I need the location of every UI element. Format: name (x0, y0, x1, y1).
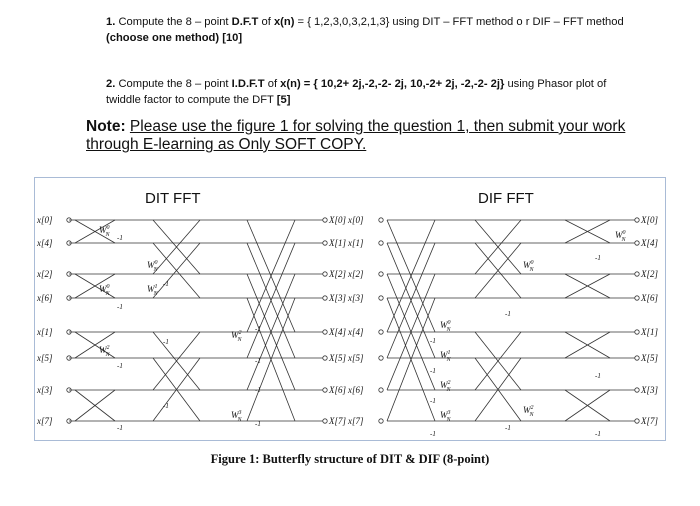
minus-one-label: -1 (255, 386, 261, 394)
dif-twiddle-factor: $W^0$ N (615, 230, 626, 243)
dit-output-label: X[1] (329, 238, 347, 248)
minus-one-label: -1 (255, 357, 261, 365)
dif-twiddle-factor: $W^2$ N (440, 380, 451, 393)
dit-input-label: x[5] (37, 353, 53, 363)
dit-output-node (323, 241, 327, 245)
figure-caption: Figure 1: Butterfly structure of DIT & DIF (8-point) (210, 452, 490, 466)
dif-output-label: X[1] (641, 327, 659, 337)
dif-input-node (379, 330, 383, 334)
dit-input-label: x[4] (37, 238, 53, 248)
dit-output-node (323, 419, 327, 423)
butterfly-diagram (35, 178, 665, 440)
dif-input-label: x[6] (348, 385, 364, 395)
q1-number: 1. (106, 16, 116, 28)
q1-xn: x(n) (273, 16, 295, 28)
q2-text-c: using Phasor plot of twiddle factor to compute the DFT (106, 78, 607, 106)
dif-twiddle-factor: $W^1$ N (440, 350, 451, 363)
dif-output-label: X[6] (641, 293, 659, 303)
minus-one-label: -1 (255, 325, 261, 333)
dif-title: DIF FFT (478, 190, 534, 207)
minus-one-label: -1 (117, 234, 123, 242)
dit-output-node (323, 218, 327, 222)
minus-one-label: -1 (255, 420, 261, 428)
dit-output-node (323, 296, 327, 300)
dit-input-label: x[2] (37, 269, 53, 279)
dit-twiddle-factor: $W^1$ N (147, 284, 158, 297)
note-label: Note: (86, 118, 126, 135)
dit-output-label: X[0] (329, 215, 347, 225)
dit-output-label: X[2] (329, 269, 347, 279)
dit-output-label: X[4] (329, 327, 347, 337)
dif-twiddle-factor: $W^2$ N (523, 405, 534, 418)
dit-output-label: X[3] (329, 293, 347, 303)
q2-sequence: = { 10,2+ 2j,-2,-2- 2j, 10,-2+ 2j, -2,-2- 2j} (300, 78, 505, 90)
dit-output-node (323, 272, 327, 276)
dif-twiddle-factor: $W^0$ N (440, 320, 451, 333)
note-text: Please use the figure 1 for solving the question 1, then submit your work through E-learning as Only SOFT COPY. (86, 118, 626, 153)
minus-one-label: -1 (163, 402, 169, 410)
dif-input-node (379, 296, 383, 300)
dit-output-label: X[6] (329, 385, 347, 395)
dit-output-node (323, 388, 327, 392)
minus-one-label: -1 (505, 424, 511, 432)
minus-one-label: -1 (163, 280, 169, 288)
dif-output-label: X[2] (641, 269, 659, 279)
q1-text-b: of (258, 16, 274, 28)
dif-input-label: x[5] (348, 353, 364, 363)
dif-output-node (635, 296, 639, 300)
q1-sequence: = { 1,2,3,0,3,2,1,3} (294, 16, 390, 28)
dif-input-node (379, 272, 383, 276)
q2-number: 2. (106, 78, 116, 90)
note (86, 118, 626, 154)
dif-input-label: x[7] (348, 416, 364, 426)
minus-one-label: -1 (117, 303, 123, 311)
dit-output-label: X[5] (329, 353, 347, 363)
minus-one-label: -1 (595, 430, 601, 438)
dif-output-label: X[5] (641, 353, 659, 363)
dit-twiddle-factor: $W^2$ N (99, 345, 110, 358)
dit-twiddle-factor: $W^0$ N (99, 284, 110, 297)
dif-output-label: X[7] (641, 416, 659, 426)
dif-output-node (635, 388, 639, 392)
dit-input-label: x[3] (37, 385, 53, 395)
dit-input-label: x[7] (37, 416, 53, 426)
q1-choose: (choose one method) [10] (106, 32, 243, 44)
minus-one-label: -1 (117, 362, 123, 370)
minus-one-label: -1 (163, 338, 169, 346)
dif-output-label: X[0] (641, 215, 659, 225)
dif-output-node (635, 241, 639, 245)
dif-twiddle-factor: $W^3$ N (440, 410, 451, 423)
minus-one-label: -1 (117, 424, 123, 432)
q1-text-c: using DIT – FFT method o r DIF – FFT method (389, 16, 624, 28)
dit-twiddle-factor: $W^2$ N (231, 330, 242, 343)
q2-text-b: of (264, 78, 281, 90)
minus-one-label: -1 (505, 310, 511, 318)
dif-twiddle-factor: $W^0$ N (523, 260, 534, 273)
dif-output-label: X[4] (641, 238, 659, 248)
dif-input-label: x[3] (348, 293, 364, 303)
dit-input-label: x[1] (37, 327, 53, 337)
dif-output-node (635, 272, 639, 276)
dif-output-node (635, 330, 639, 334)
dif-input-node (379, 356, 383, 360)
q2-idft: I.D.F.T (231, 78, 265, 90)
question-1 (106, 14, 646, 46)
dit-output-label: X[7] (329, 416, 347, 426)
minus-one-label: -1 (430, 337, 436, 345)
dit-title: DIT FFT (145, 190, 201, 207)
minus-one-label: -1 (595, 372, 601, 380)
dif-output-label: X[3] (641, 385, 659, 395)
question-2 (106, 76, 626, 108)
dit-output-node (323, 330, 327, 334)
dif-input-node (379, 388, 383, 392)
dif-input-node (379, 241, 383, 245)
dif-input-node (379, 419, 383, 423)
dif-output-node (635, 356, 639, 360)
minus-one-label: -1 (595, 254, 601, 262)
q2-text-a: Compute the 8 – point (115, 78, 232, 90)
dit-twiddle-factor: $W^0$ N (147, 260, 158, 273)
dif-input-label: x[0] (348, 215, 364, 225)
minus-one-label: -1 (430, 430, 436, 438)
dif-output-node (635, 218, 639, 222)
dif-output-node (635, 419, 639, 423)
dif-input-label: x[1] (348, 238, 364, 248)
dif-input-label: x[2] (348, 269, 364, 279)
minus-one-label: -1 (430, 397, 436, 405)
dit-twiddle-factor: $W^0$ N (99, 225, 110, 238)
q2-marks: [5] (276, 94, 291, 106)
dit-input-label: x[0] (37, 215, 53, 225)
q1-dft: D.F.T (231, 16, 259, 28)
dif-input-node (379, 218, 383, 222)
minus-one-label: -1 (430, 367, 436, 375)
dit-input-label: x[6] (37, 293, 53, 303)
dif-input-label: x[4] (348, 327, 364, 337)
q2-xn: x(n) (280, 78, 301, 90)
q1-text-a: Compute the 8 – point (115, 16, 232, 28)
figure-butterfly (34, 177, 666, 441)
dit-output-node (323, 356, 327, 360)
dit-twiddle-factor: $W^3$ N (231, 410, 242, 423)
